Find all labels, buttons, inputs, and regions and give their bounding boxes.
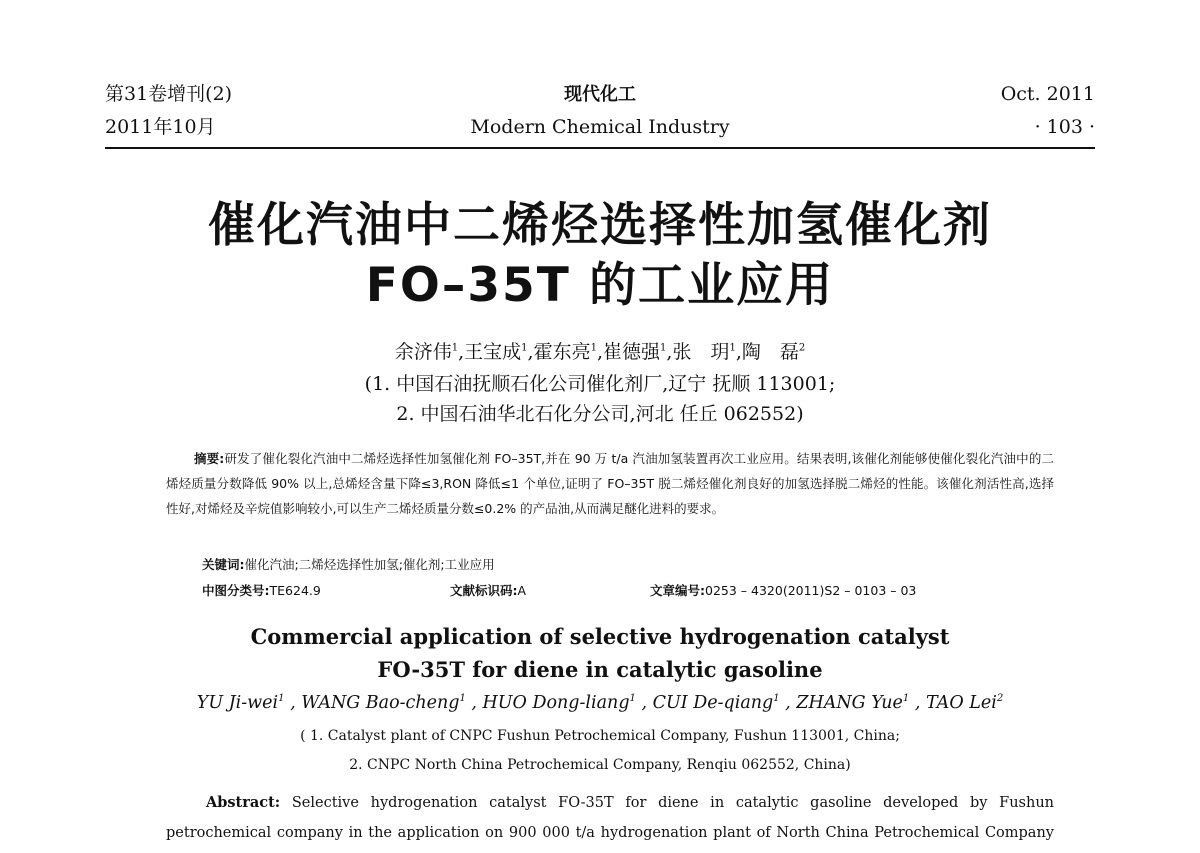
author-affiliation-marker: 1 bbox=[451, 342, 459, 354]
author-separator: , bbox=[284, 693, 302, 713]
affiliation-en-line-2: 2. CNPC North China Petrochemical Company, Renqiu 062552, China) bbox=[349, 757, 851, 773]
document-code-label: 文献标识码: bbox=[450, 583, 518, 598]
author-separator: , bbox=[596, 341, 604, 363]
page-number: · 103 · bbox=[1034, 116, 1095, 138]
abstract-en-text: Selective hydrogenation catalyst FO-35T for diene in catalytic gasoline developed by Fushun petrochemical company in the application on 900 000 t/a hydrogenation plant of North China Petrochemical Company bbox=[166, 795, 1054, 841]
author-separator: , bbox=[735, 341, 742, 363]
affiliation-cn-line-1: (1. 中国石油抚顺石化公司催化剂厂,辽宁 抚顺 113001; bbox=[364, 373, 836, 395]
affiliation-cn-line-2: 2. 中国石油华北石化分公司,河北 任丘 062552) bbox=[396, 403, 804, 425]
title-cn-line-2: FO–35T 的工业应用 bbox=[365, 258, 835, 313]
clc-number bbox=[202, 579, 321, 603]
author-affiliation-marker: 1 bbox=[521, 342, 528, 354]
author-name: ZHANG Yue bbox=[796, 693, 903, 713]
clc-value: TE624.9 bbox=[269, 583, 321, 598]
author-name: TAO Lei bbox=[925, 693, 997, 713]
title-en-line-2: FO-35T for diene in catalytic gasoline bbox=[377, 657, 823, 682]
publication-date-en: Oct. 2011 bbox=[1000, 83, 1095, 105]
journal-name-cn: 现代化工 bbox=[564, 84, 636, 105]
article-number-value: 0253 – 4320(2011)S2 – 0103 – 03 bbox=[705, 583, 917, 598]
author-affiliation-marker: 1 bbox=[660, 342, 667, 354]
abstract-cn-text: 研发了催化裂化汽油中二烯烃选择性加氢催化剂 FO–35T,并在 90 万 t/a 汽油加氢装置再次工业应用。结果表明,该催化剂能够使催化裂化汽油中的二烯烃质量分数降低 90% 以上,总烯烃含量下降≤3,RON 降低≤1 个单位,证明了 FO–35T 脱二烯烃催化剂良好的加氢选择脱二烯烃的性能。该催化剂活性高,选择性好,对烯烃及辛烷值影响较小,可以生产二烯烃质量分数≤0.2% 的产品油,从而满足醚化进料的要求。 bbox=[166, 451, 1054, 516]
author-list-en bbox=[0, 688, 1200, 718]
author-name: 王宝成 bbox=[464, 341, 522, 363]
keywords-cn-label: 关键词: bbox=[202, 557, 245, 572]
publication-date-cn: 2011年10月 bbox=[105, 116, 216, 138]
article-number-label: 文章编号: bbox=[650, 583, 705, 598]
journal-name-en: Modern Chemical Industry bbox=[470, 116, 730, 138]
author-separator: , bbox=[779, 693, 797, 713]
author-affiliation-marker: 1 bbox=[459, 693, 466, 705]
affiliation-en-line-1: ( 1. Catalyst plant of CNPC Fushun Petrochemical Company, Fushun 113001, China; bbox=[300, 728, 900, 744]
keywords-cn-text: 催化汽油;二烯烃选择性加氢;催化剂;工业应用 bbox=[244, 557, 495, 572]
header-right bbox=[1001, 78, 1095, 144]
affiliation-en bbox=[0, 722, 1200, 780]
author-name: 崔德强 bbox=[603, 341, 661, 363]
author-separator: , bbox=[458, 341, 465, 363]
document-code-value: A bbox=[517, 583, 527, 598]
abstract-cn-label: 摘要: bbox=[194, 451, 225, 466]
author-name: 陶 磊 bbox=[741, 341, 799, 363]
volume-issue: 第31卷增刊(2) bbox=[105, 83, 233, 105]
clc-label: 中图分类号: bbox=[202, 583, 270, 598]
document-code bbox=[450, 579, 526, 603]
header-center bbox=[105, 78, 1095, 144]
keywords-cn bbox=[202, 553, 1062, 577]
author-affiliation-marker: 2 bbox=[798, 342, 806, 354]
author-separator: , bbox=[527, 341, 534, 363]
affiliation-cn bbox=[0, 369, 1200, 429]
author-separator: , bbox=[909, 693, 926, 713]
header-divider bbox=[105, 147, 1095, 149]
author-name: 张 玥 bbox=[672, 341, 730, 363]
author-name: HUO Dong-liang bbox=[482, 693, 630, 713]
author-name: YU Ji-wei bbox=[196, 693, 279, 713]
article-number bbox=[650, 579, 916, 603]
author-separator: , bbox=[635, 693, 653, 713]
author-name: WANG Bao-cheng bbox=[301, 693, 460, 713]
author-affiliation-marker: 1 bbox=[590, 342, 597, 354]
running-header bbox=[105, 78, 1095, 148]
author-name: CUI De-qiang bbox=[652, 693, 774, 713]
author-separator: , bbox=[666, 341, 673, 363]
author-name: 余济伟 bbox=[394, 341, 452, 363]
abstract-en-label: Abstract: bbox=[206, 794, 281, 811]
abstract-en bbox=[166, 788, 1054, 848]
author-affiliation-marker: 1 bbox=[278, 693, 285, 705]
author-name: 霍东亮 bbox=[533, 341, 591, 363]
paper-title-cn bbox=[0, 196, 1200, 316]
title-cn-line-1: 催化汽油中二烯烃选择性加氢催化剂 bbox=[208, 198, 992, 253]
author-affiliation-marker: 2 bbox=[996, 693, 1004, 705]
paper-title-en bbox=[0, 620, 1200, 686]
author-affiliation-marker: 1 bbox=[729, 342, 736, 354]
author-affiliation-marker: 1 bbox=[773, 693, 780, 705]
author-affiliation-marker: 1 bbox=[902, 693, 910, 705]
title-en-line-1: Commercial application of selective hydrogenation catalyst bbox=[250, 624, 950, 649]
author-list-cn bbox=[0, 337, 1200, 367]
author-affiliation-marker: 1 bbox=[629, 693, 636, 705]
author-separator: , bbox=[465, 693, 483, 713]
abstract-cn bbox=[166, 446, 1054, 521]
